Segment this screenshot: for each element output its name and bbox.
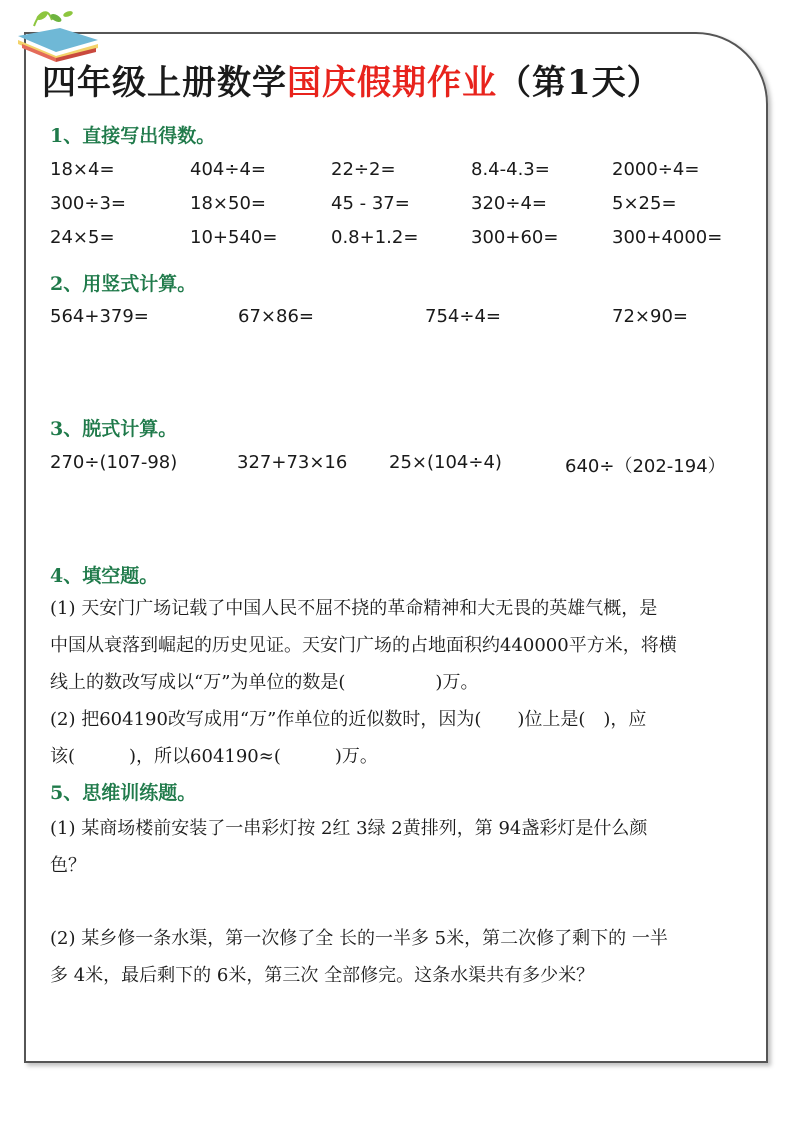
question-line: (2) 某乡修一条水渠，第一次修了全 长的一半多 5米，第二次修了剩下的 一半 [50, 928, 668, 949]
section-2-heading: 2、用竖式计算。 [50, 273, 197, 295]
title-homework: 国庆假期作业 [287, 63, 497, 103]
question-line: (1) 天安门广场记载了中国人民不屈不挠的革命精神和大无畏的英雄气概，是 [50, 598, 658, 619]
question-line: 该( )，所以604190≈( )万。 [50, 746, 378, 767]
calc-item: 22÷2= [331, 159, 396, 180]
stepwise-calc-item: 270÷(107-98) [50, 452, 178, 473]
section-4-heading: 4、填空题。 [50, 565, 159, 587]
calc-item: 18×50= [190, 193, 266, 214]
page-title [42, 58, 742, 108]
section-1-heading: 1、直接写出得数。 [50, 125, 216, 147]
calc-item: 24×5= [50, 227, 115, 248]
calc-item: 300+4000= [612, 227, 723, 248]
calc-item: 18×4= [50, 159, 115, 180]
vertical-calc-item: 754÷4= [425, 306, 501, 327]
title-day: （第1天） [497, 63, 662, 103]
question-line: 多 4米，最后剩下的 6米，第三次 全部修完。这条水渠共有多少米？ [50, 965, 595, 986]
vertical-calc-item: 67×86= [238, 306, 314, 327]
title-grade: 四年级上册数学 [42, 63, 287, 103]
section-2-items [50, 306, 750, 336]
stepwise-calc-item: 640÷（202-194） [565, 456, 726, 477]
question-line: (1) 某商场楼前安装了一串彩灯按 2红 3绿 2黄排列，第 94盏彩灯是什么颜 [50, 818, 648, 839]
question-line: 中国从衰落到崛起的历史见证。天安门广场的占地面积约440000平方米，将横 [50, 635, 677, 656]
book-logo-icon [12, 6, 104, 64]
calc-row [50, 227, 750, 261]
thinking-question-1 [50, 810, 758, 884]
thinking-question-2 [50, 920, 758, 994]
calc-item: 5×25= [612, 193, 677, 214]
question-line: 色？ [50, 855, 86, 876]
vertical-calc-item: 564+379= [50, 306, 149, 327]
calc-item: 404÷4= [190, 159, 266, 180]
calc-item: 0.8+1.2= [331, 227, 419, 248]
calc-item: 10+540= [190, 227, 278, 248]
fill-blank-questions [50, 590, 758, 775]
calc-item: 320÷4= [471, 193, 547, 214]
stepwise-calc-item: 327+73×16 [237, 452, 348, 473]
calc-item: 2000÷4= [612, 159, 700, 180]
calc-row [50, 193, 750, 227]
calc-item: 45 - 37= [331, 193, 410, 214]
calc-item: 300÷3= [50, 193, 126, 214]
calc-item: 8.4-4.3= [471, 159, 550, 180]
stepwise-calc-item: 25×(104÷4) [389, 452, 502, 473]
question-line: (2) 把604190改写成用“万”作单位的近似数时，因为( )位上是( )，应 [50, 709, 647, 730]
section-3-items [50, 452, 750, 482]
calc-row [50, 159, 750, 193]
section-1-grid [50, 159, 750, 261]
section-5-heading: 5、思维训练题。 [50, 782, 197, 804]
calc-item: 300+60= [471, 227, 559, 248]
vertical-calc-item: 72×90= [612, 306, 688, 327]
question-line: 线上的数改写成以“万”为单位的数是( )万。 [50, 672, 479, 693]
section-3-heading: 3、脱式计算。 [50, 418, 178, 440]
